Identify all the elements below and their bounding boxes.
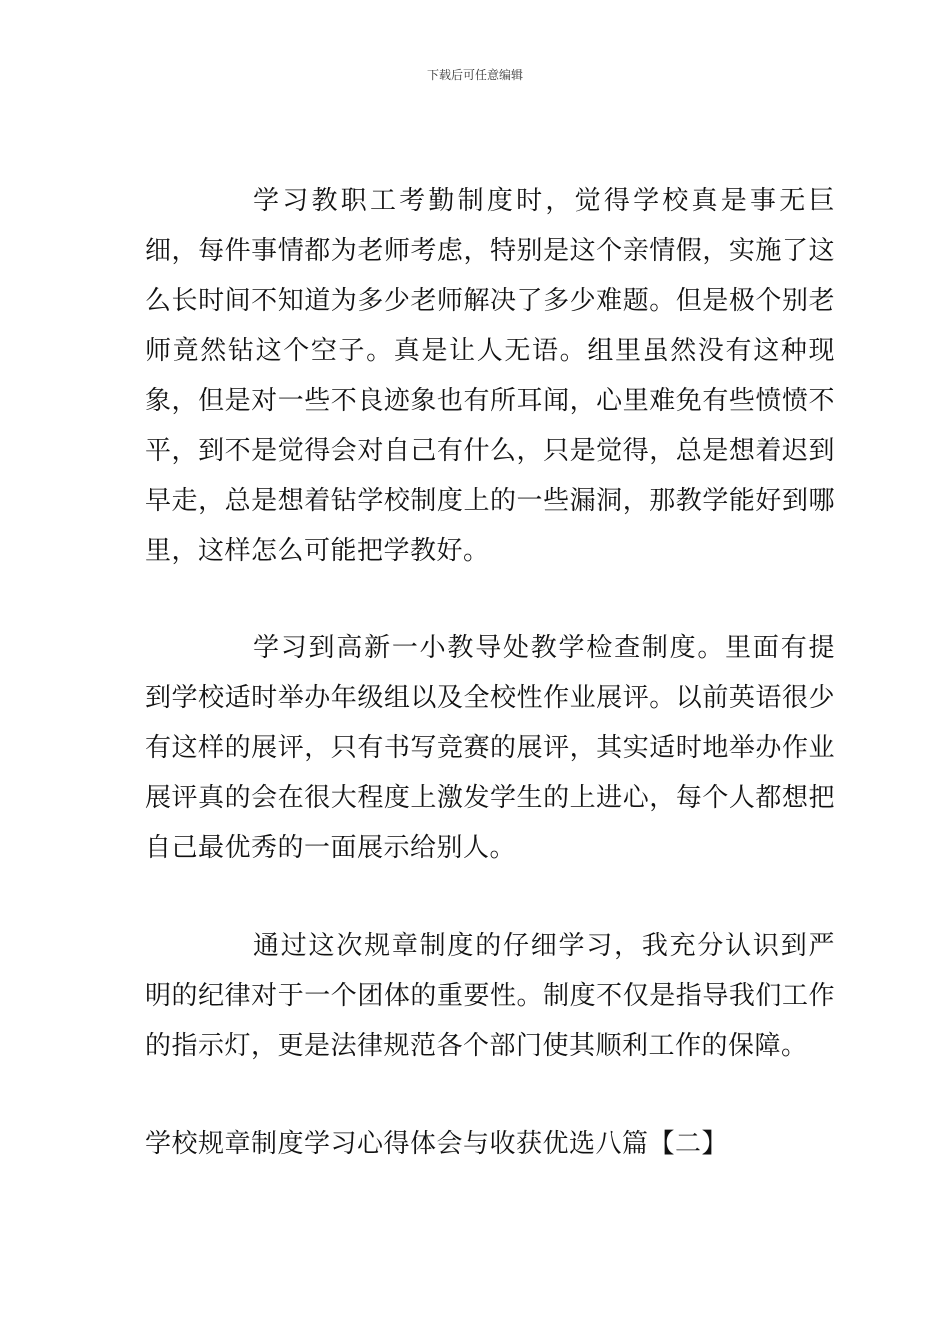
paragraph-conclusion: 通过这次规章制度的仔细学习，我充分认识到严明的纪律对于一个团体的重要性。制度不仅是指导我们工作的指示灯，更是法律规范各个部门使其顺利工作的保障。 [145, 931, 835, 1061]
paragraph-teaching-inspection: 学习到高新一小教导处教学检查制度。里面有提到学校适时举办年级组以及全校性作业展评。以前英语很少有这样的展评，只有书写竞赛的展评，其实适时地举办作业展评真的会在很大程度上激发学生的上进心，每个人都想把自己最优秀的一面展示给别人。 [145, 633, 835, 863]
page-header-note: 下载后可任意编辑 [426, 68, 523, 82]
paragraph-attendance-system: 学习教职工考勤制度时，觉得学校真是事无巨细，每件事情都为老师考虑，特别是这个亲情假，实施了这么长时间不知道为多少老师解决了多少难题。但是极个别老师竟然钻这个空子。真是让人无语。组里虽然没有这种现象，但是对一些不良迹象也有所耳闻，心里难免有些愤愤不平，到不是觉得会对自己有什么，只是觉得，总是想着迟到早走，总是想着钻学校制度上的一些漏洞，那教学能好到哪里，这样怎么可能把学教好。 [145, 186, 835, 566]
section-heading: 学校规章制度学习心得体会与收获优选八篇【二】 [145, 1129, 729, 1159]
